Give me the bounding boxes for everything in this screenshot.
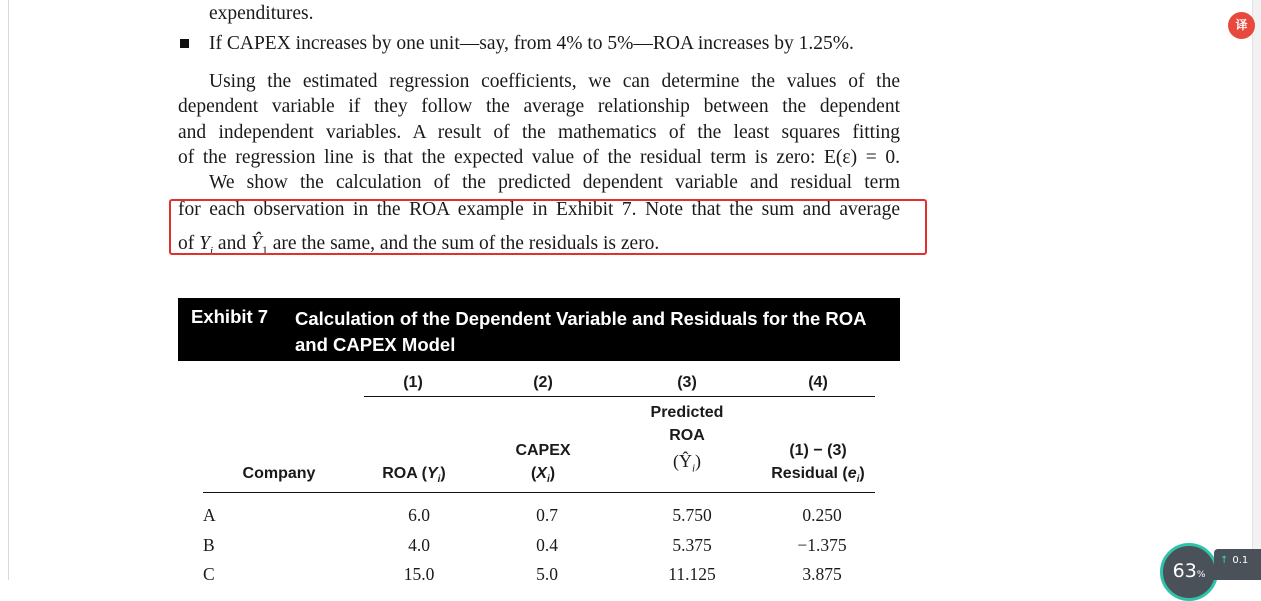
header-company: Company (242, 465, 316, 482)
roa-b: ) (440, 465, 446, 482)
var-y: Y (199, 233, 210, 254)
page-left-edge (8, 0, 9, 580)
net-speed-panel (1214, 549, 1261, 580)
cell-company: C (203, 564, 215, 584)
net-speed-value: 0.1 (1232, 555, 1249, 566)
header-span-rule (364, 396, 875, 397)
text-line-expenditures: expenditures. (209, 3, 314, 24)
highlight-annotation-box (169, 199, 927, 255)
cell-capex: 0.7 (536, 505, 558, 525)
cell-resid: 0.250 (802, 505, 842, 525)
speed-unit: % (1196, 570, 1206, 580)
col-num-3: (3) (677, 374, 697, 391)
upload-arrow-icon: ↑ (1220, 555, 1229, 566)
cell-roa: 15.0 (403, 564, 435, 584)
roa-sub: i (437, 474, 441, 486)
translate-icon[interactable]: 译 (1228, 12, 1255, 39)
header-pred-yhat (637, 451, 737, 475)
speed-value: 63 (1172, 560, 1197, 582)
cell-capex: 0.4 (536, 535, 558, 555)
col-num-2: (2) (533, 374, 553, 391)
paragraph1-line2: dependent variable if they follow the average relationship between the dependent (178, 96, 900, 117)
cell-pred: 11.125 (668, 564, 716, 584)
cell-resid: 3.875 (802, 564, 842, 584)
header-bottom-rule (203, 492, 875, 493)
paragraph1-line3: and independent variables. A result of the mathematics of the least squares fitting (178, 122, 900, 143)
paragraph2-line1: We show the calculation of the predicted dependent variable and residual term (209, 172, 900, 193)
pred-c: (Ŷ (672, 451, 692, 471)
var-yhat: Ŷ (250, 233, 262, 254)
header-residual (758, 465, 878, 485)
cell-company: B (203, 535, 215, 555)
cell-pred: 5.750 (672, 505, 712, 525)
roa-var: Y (426, 465, 438, 482)
header-roa (372, 465, 456, 485)
cell-company: A (203, 505, 216, 525)
col-num-4: (4) (808, 374, 828, 391)
bullet-text: If CAPEX increases by one unit—say, from 4% to 5%—ROA increases by 1.25%. (209, 33, 854, 54)
speed-dial-widget[interactable] (1160, 543, 1218, 601)
paragraph1-line1: Using the estimated regression coefficients, we can determine the values of the (209, 71, 900, 92)
exhibit-header (178, 298, 900, 361)
resid-sub: i (856, 474, 860, 486)
pred-d: ) (695, 451, 702, 471)
header-capex-var (503, 465, 583, 485)
cell-resid: −1.375 (797, 535, 847, 555)
exhibit-label: Exhibit 7 (191, 306, 269, 327)
scrollbar-track[interactable] (1252, 0, 1261, 580)
pred-sub: i (691, 462, 696, 475)
cell-roa: 6.0 (408, 505, 430, 525)
header-predicted: Predicted (650, 404, 724, 421)
header-resid-formula: (1) − (3) (789, 442, 847, 459)
roa-a: ROA ( (382, 465, 427, 482)
var-y-sub: i (209, 244, 214, 257)
cell-pred: 5.375 (672, 535, 712, 555)
resid-var: e (847, 465, 857, 482)
p2-l3-part-b: and (213, 233, 251, 254)
col-num-1: (1) (403, 374, 423, 391)
capex-var: X (536, 465, 547, 482)
bullet-square-icon (180, 39, 189, 48)
capex-b2: ) (549, 465, 556, 482)
exhibit-title: Calculation of the Dependent Variable and Residuals for the ROA and CAPEX Model (295, 308, 866, 355)
capex-b1: ( (530, 465, 537, 482)
p2-l3-part-c: are the same, and the sum of the residuals is zero. (267, 233, 660, 254)
resid-b1: Residual ( (771, 465, 848, 482)
header-pred-roa: ROA (669, 427, 705, 444)
capex-sub: i (546, 474, 550, 486)
cell-capex: 5.0 (536, 564, 558, 584)
paragraph2-line2: for each observation in the ROA example in Exhibit 7. Note that the sum and average (178, 199, 900, 220)
resid-b2: ) (859, 465, 865, 482)
var-yhat-sub: 1 (261, 242, 268, 257)
p2-l3-part-a: of (178, 233, 200, 254)
header-capex-label: CAPEX (515, 442, 571, 459)
cell-roa: 4.0 (408, 535, 430, 555)
paragraph1-line4: of the regression line is that the expected value of the residual term is zero: E(ε) = 0. (178, 147, 900, 168)
